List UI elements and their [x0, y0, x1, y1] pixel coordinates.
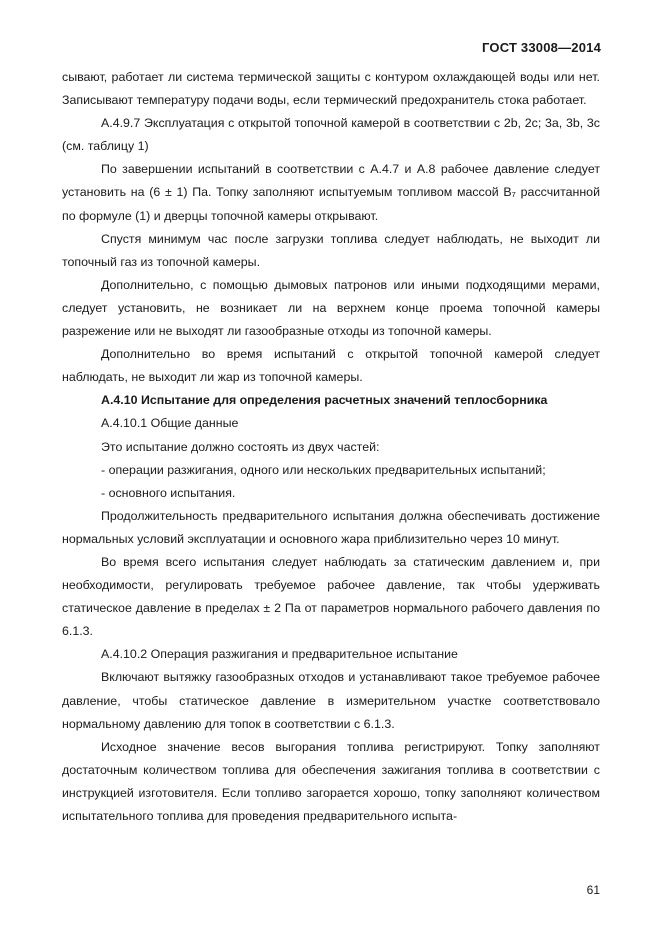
paragraph: Исходное значение весов выгорания топлива регистрируют. Топку заполняют достаточным количеством топлива для обеспечения зажигания топлива в соответствии с инструкцией изготовителя. Если топливо загорается хорошо, топку заполняют количеством испытательного топлива для проведения предварительного испыта- — [62, 739, 600, 823]
paragraph: Включают вытяжку газообразных отходов и устанавливают такое требуемое рабочее давление, чтобы статическое давление в измерительном участке соответствовало нормальному давлению для топок в соответствии с 6.1.3. — [62, 670, 600, 731]
paragraph: Дополнительно во время испытаний с открытой топочной камерой следует наблюдать, не выходит ли жар из топочной камеры. — [62, 347, 600, 385]
paragraph: Во время всего испытания следует наблюдать за статическим давлением и, при необходимости, регулировать требуемое рабочее давление, так чтобы удерживать статическое давление в пределах ± 2 Па от параметров нормального рабочего давления по 6.1.3. — [62, 554, 600, 639]
paragraph: Дополнительно, с помощью дымовых патронов или иными подходящими мерами, следует установить, не возникает ли на верхнем конце проема топочной камеры разрежение или не выходят ли газообразные отходы из топочной камеры. — [62, 277, 600, 339]
paragraph: По завершении испытаний в соответствии с А.4.7 и А.8 рабочее давление следует установить на (6 ± 1) Па. Топку заполняют испытуемым топливом массой B₇ рассчитанной по формуле (1) и дверцы топочной камеры открывают. — [62, 162, 600, 223]
list-item: - основного испытания. — [101, 485, 236, 500]
document-body — [62, 66, 600, 828]
section-heading: А.4.10 Испытание для определения расчетных значений теплосборника — [101, 393, 548, 408]
subsection-heading: А.4.10.2 Операция разжигания и предварительное испытание — [101, 647, 458, 662]
list-item: - операции разжигания, одного или нескольких предварительных испытаний; — [101, 462, 546, 477]
paragraph: Это испытание должно состоять из двух частей: — [101, 439, 380, 454]
subsection-heading: А.4.10.1 Общие данные — [101, 416, 239, 431]
paragraph: Продолжительность предварительного испытания должна обеспечивать достижение нормальных условий эксплуатации и основного жара приблизительно через 10 минут. — [62, 508, 600, 546]
paragraph: А.4.9.7 Эксплуатация с открытой топочной камерой в соответствии с 2b, 2c; 3a, 3b, 3c (см. таблицу 1) — [62, 116, 600, 154]
page-number: 61 — [586, 883, 600, 897]
paragraph: сывают, работает ли система термической защиты с контуром охлаждающей воды или нет. Записывают температуру подачи воды, если термический предохранитель стока работает. — [62, 70, 600, 108]
paragraph: Спустя минимум час после загрузки топлива следует наблюдать, не выходит ли топочный газ из топочной камеры. — [62, 231, 600, 269]
document-header: ГОСТ 33008—2014 — [482, 40, 601, 55]
